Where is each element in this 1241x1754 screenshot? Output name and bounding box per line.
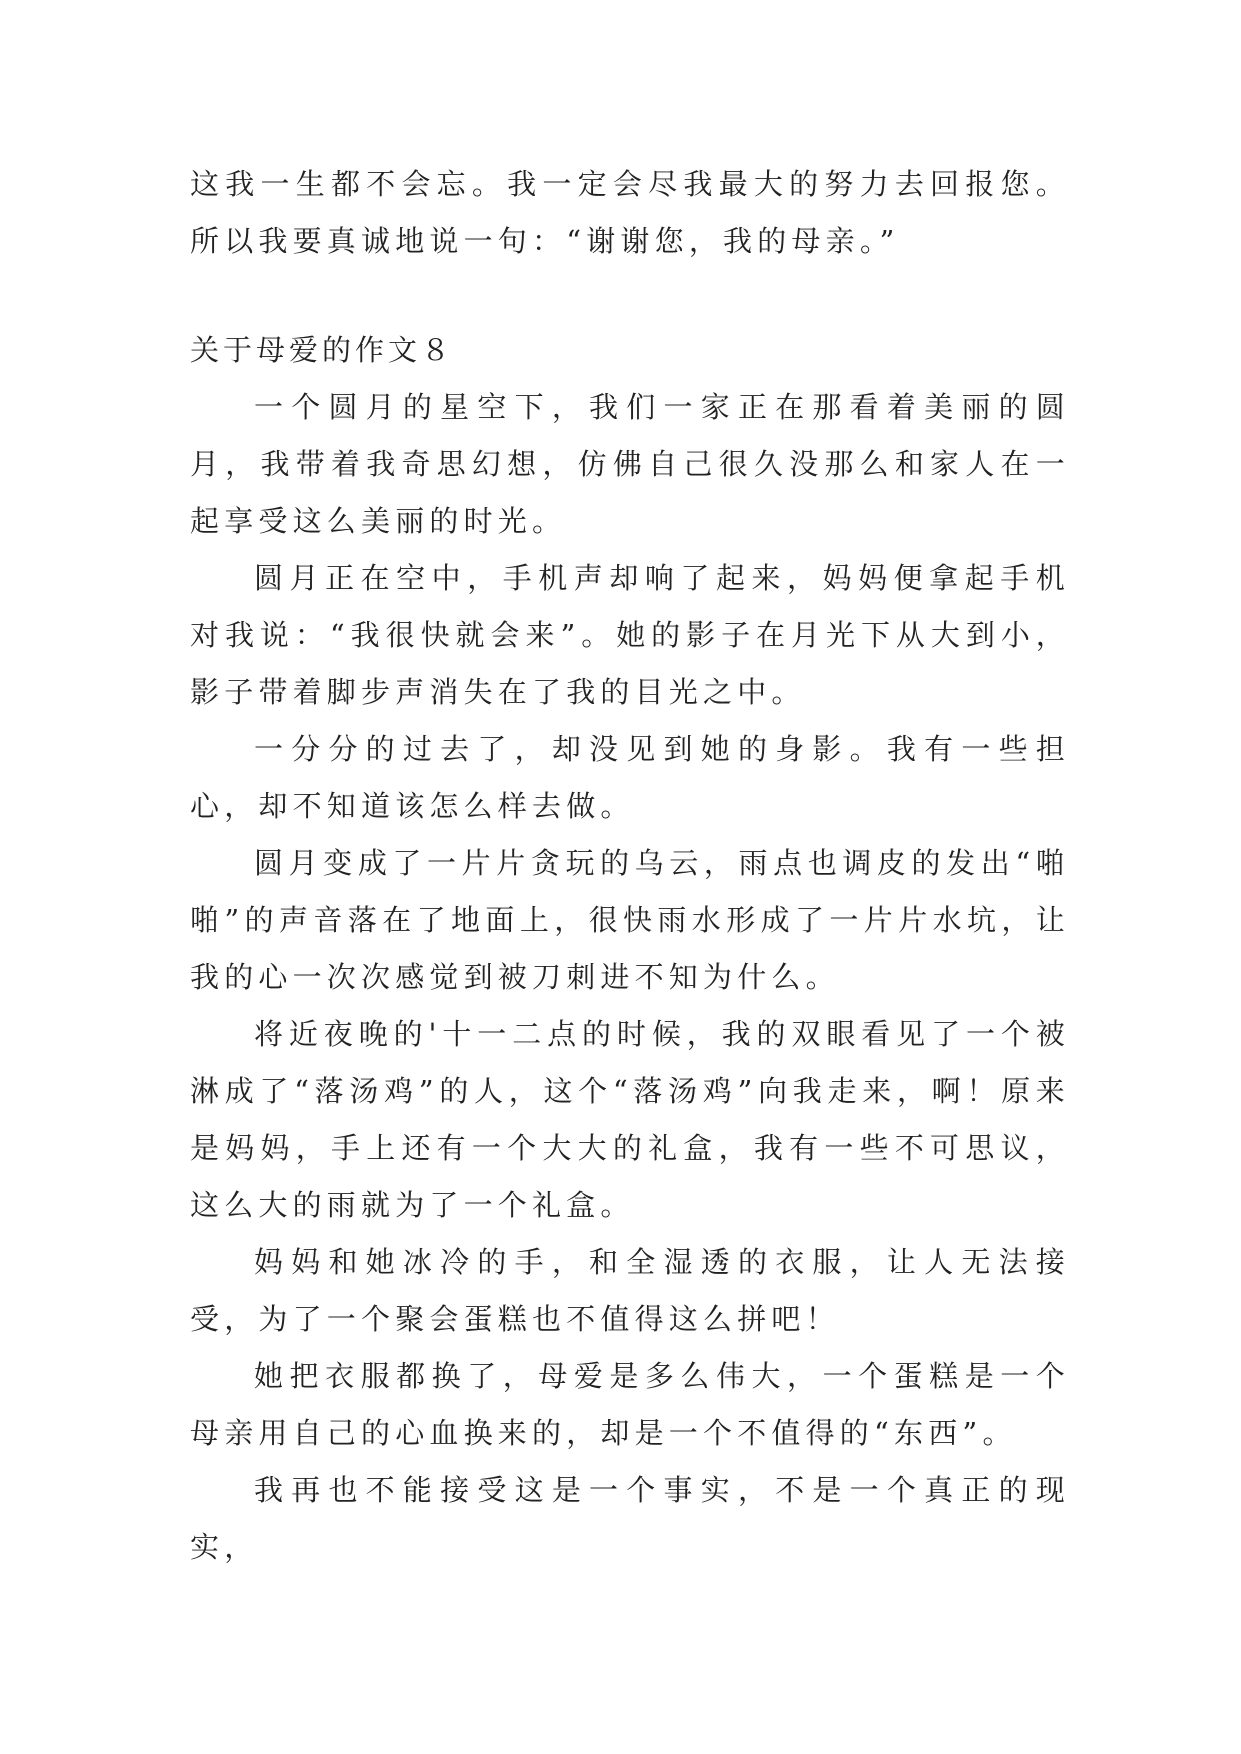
paragraph-5: 将近夜晚的'十一二点的时候，我的双眼看见了一个被淋成了“落汤鸡”的人，这个“落汤鸡”向我走来，啊！原来是妈妈，手上还有一个大大的礼盒，我有一些不可思议，这么大的雨就为了一个礼盒。 (190, 1017, 1070, 1222)
paragraph-6: 妈妈和她冰冷的手，和全湿透的衣服，让人无法接受，为了一个聚会蛋糕也不值得这么拼吧！ (190, 1245, 1070, 1336)
essay-title: 关于母爱的作文８ (190, 333, 455, 367)
paragraph-2: 圆月正在空中，手机声却响了起来，妈妈便拿起手机对我说：“我很快就会来”。她的影子在月光下从大到小，影子带着脚步声消失在了我的目光之中。 (190, 561, 1070, 709)
paragraph-8: 我再也不能接受这是一个事实，不是一个真正的现实， (190, 1473, 1070, 1564)
paragraph-7: 她把衣服都换了，母爱是多么伟大，一个蛋糕是一个母亲用自己的心血换来的，却是一个不值得的“东西”。 (190, 1359, 1070, 1450)
paragraph-1: 一个圆月的星空下，我们一家正在那看着美丽的圆月，我带着我奇思幻想，仿佛自己很久没那么和家人在一起享受这么美丽的时光。 (190, 390, 1070, 538)
paragraph-4: 圆月变成了一片片贪玩的乌云，雨点也调皮的发出“啪啪”的声音落在了地面上，很快雨水形成了一片片水坑，让我的心一次次感觉到被刀刺进不知为什么。 (190, 846, 1070, 994)
intro-paragraph: 这我一生都不会忘。我一定会尽我最大的努力去回报您。所以我要真诚地说一句：“谢谢您，我的母亲。” (190, 167, 1070, 258)
paragraph-3: 一分分的过去了，却没见到她的身影。我有一些担心，却不知道该怎么样去做。 (190, 732, 1070, 823)
document-body (190, 156, 1070, 1576)
